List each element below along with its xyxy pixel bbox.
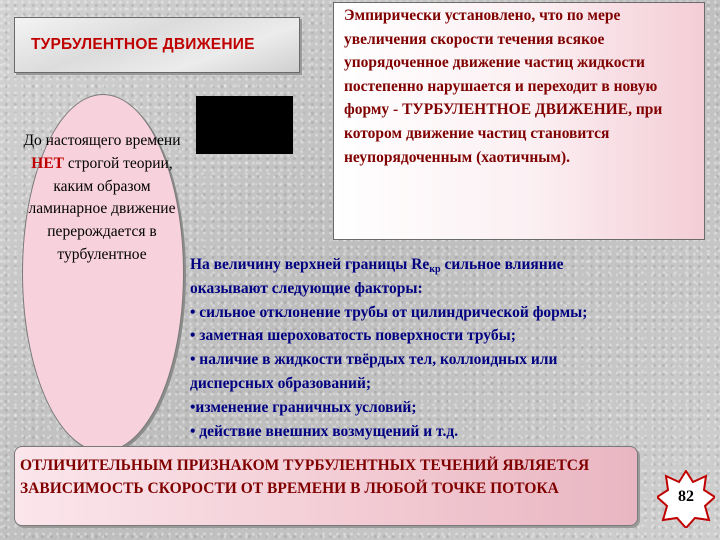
factors-intro — [190, 253, 716, 277]
ellipse-text-highlight: НЕТ — [31, 154, 64, 172]
factors-intro-text: На величину верхней границы Re — [190, 256, 430, 273]
factors-list — [190, 253, 716, 443]
conclusion-text: ОТЛИЧИТЕЛЬНЫМ ПРИЗНАКОМ ТУРБУЛЕНТНЫХ ТЕЧЕНИЙ ЯВЛЯЕТСЯ ЗАВИСИМОСТЬ СКОРОСТИ ОТ ВРЕМЕНИ В ЛЮБОЙ ТОЧКЕ ПОТОКА — [20, 457, 590, 497]
page-number: 82 — [678, 488, 694, 505]
ellipse-text-after: строгой теории, каким образом ламинарное движение перерождается в турбулентное — [28, 154, 176, 263]
definition-text: Эмпирически установлено, что по мере увеличения скорости течения всякое упорядоченное движение частиц жидкости постепенно нарушается и переходит в новую форму - ТУРБУЛЕНТНОЕ ДВИЖЕНИЕ, при котором движение частиц становится неупорядоченным (хаотичным). — [344, 7, 663, 166]
factor-item: • действие внешних возмущений и т.д. — [190, 422, 459, 440]
factors-intro-subscript: кр — [429, 264, 441, 275]
factor-item: • наличие в жидкости твёрдых тел, коллоидных или — [190, 351, 558, 369]
black-rectangle — [196, 96, 293, 154]
factor-item: дисперсных образований; — [190, 374, 372, 392]
factor-item: •изменение граничных условий; — [190, 398, 417, 416]
factors-intro-tail: сильное влияние — [440, 256, 564, 273]
ellipse-text — [22, 130, 182, 267]
factors-intro-line2: оказывают следующие факторы: — [190, 279, 423, 297]
ellipse-text-before: До настоящего времени — [23, 132, 181, 149]
slide-title: ТУРБУЛЕНТНОЕ ДВИЖЕНИЕ — [31, 36, 255, 53]
factor-item: • заметная шероховатость поверхности трубы; — [190, 327, 516, 345]
factor-item: • сильное отклонение трубы от цилиндрической формы; — [190, 303, 588, 321]
title-box — [14, 17, 300, 73]
